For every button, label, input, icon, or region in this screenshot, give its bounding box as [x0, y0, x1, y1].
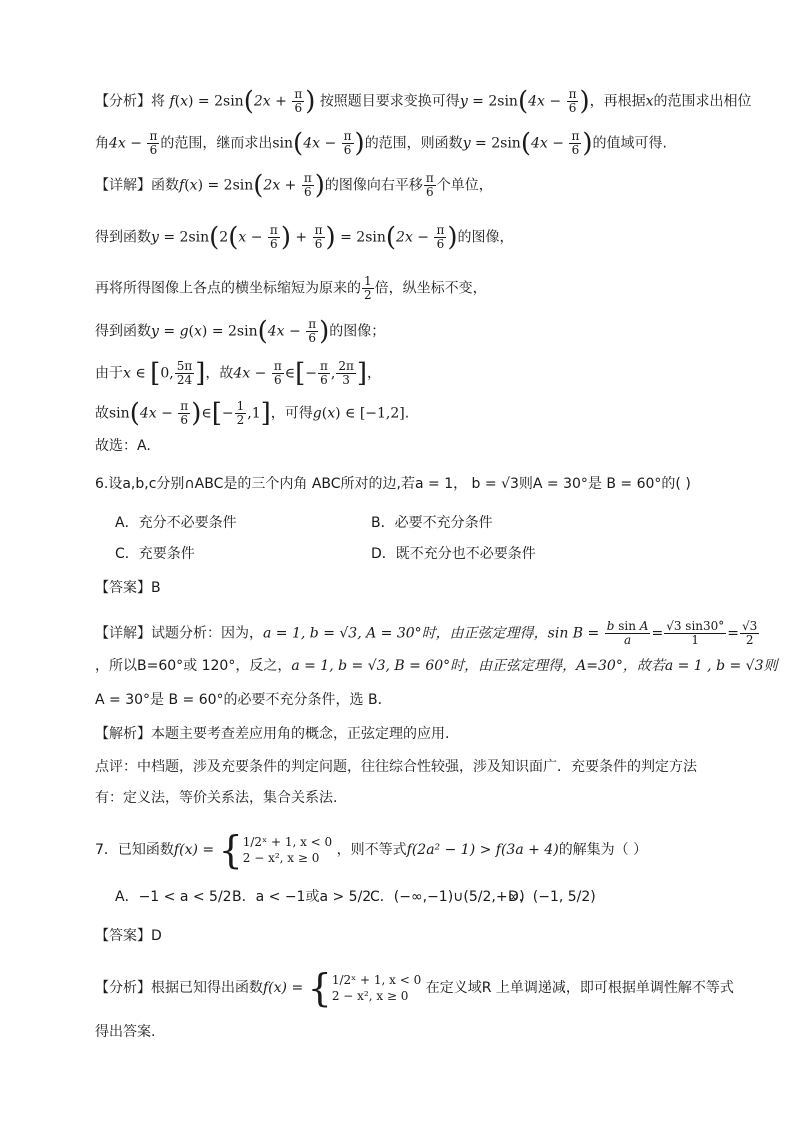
- case-1: 1/2ˣ + 1, x < 0: [331, 973, 422, 987]
- text: 再将所得图像上各点的横坐标缩短为原来的: [95, 280, 361, 297]
- text: 【分析】根据已知得出函数: [95, 980, 263, 996]
- text: 函数: [151, 177, 179, 194]
- detail-line-3: 再将所得图像上各点的横坐标缩短为原来的 $\frac{1}{2}$ 倍，纵坐标不变，: [95, 274, 487, 302]
- detail-tag: 【详解】: [95, 177, 151, 194]
- detail-line-4: 得到函数y = g(x) = 2sin(4x − $\frac{\pi}{6}$ )的图像；: [95, 316, 386, 347]
- text: .: [404, 405, 410, 422]
- text: 的图像；: [329, 323, 386, 340]
- q7-analysis-2: 得出答案.: [95, 1024, 156, 1040]
- formula: sin B =: [547, 625, 600, 642]
- q6-option-b: B．必要不充分条件: [371, 515, 493, 531]
- text: 【详解】试题分析：因为，: [95, 625, 263, 642]
- text: 7．已知函数: [95, 842, 174, 858]
- text: 的解集为（ ）: [558, 842, 648, 858]
- formula: a = 1, b = √3, A = 30°时，由正弦定理得，: [263, 625, 548, 642]
- text: ，所以B=60°或 120°，反之，: [95, 658, 292, 674]
- q7-option-d: D．(−1, 5/2): [508, 889, 596, 905]
- formula: a = 1, b = √3, B = 60°时，由正弦定理得，A=30°，故若: [291, 658, 665, 674]
- q7-answer: 【答案】D: [95, 928, 162, 944]
- text: 角: [95, 135, 109, 152]
- text: 的图像向右平移: [324, 177, 423, 194]
- text: 故: [95, 405, 109, 422]
- formula: f: [169, 93, 175, 110]
- detail-line-5: 由于x ∈ [0, $\frac{5\pi}{24}$ ]，故4x − $\frac{\pi}{6}$ ∈[− $\frac{\pi}{6}$ , $\frac{2\pi}{3}$ ]，: [95, 358, 382, 389]
- text: 的范围，继而求出: [160, 135, 273, 152]
- q6-option-d: D．既不充分也不必要条件: [371, 546, 536, 562]
- text: ，再根据: [589, 93, 646, 110]
- detail-line-2: 得到函数y = 2sin(2(x − $\frac{\pi}{6}$ ) + $\frac{\pi}{6}$ ) = 2sin(2x − $\frac{\pi}{6}$ )的图像，: [95, 222, 514, 253]
- text: 得到函数: [95, 229, 151, 246]
- q7-stem: 7．已知函数f(x) = { 1/2ˣ + 1, x < 0 2 − x², x ≥ 0 ，则不等式f(2a² − 1) > f(3a + 4)的解集为（ ）: [95, 828, 648, 872]
- analysis-tag: 【分析】: [95, 93, 151, 110]
- formula: f(x) =: [263, 980, 304, 996]
- formula: f(x) =: [173, 842, 215, 858]
- formula: f(2a² − 1) > f(3a + 4): [406, 842, 559, 858]
- text: 得到函数: [95, 323, 151, 340]
- text: ，: [367, 365, 382, 382]
- text: 个单位，: [436, 177, 493, 194]
- q6-answer: 【答案】B: [95, 580, 161, 596]
- q7-option-c: C．(−∞,−1)∪(5/2,+∞): [370, 889, 525, 905]
- q6-option-c: C．充要条件: [115, 546, 195, 562]
- q6-comment-1: 点评：中档题，涉及充要条件的判定问题，往往综合性较强，涉及知识面广．充要条件的判定方法: [95, 759, 697, 775]
- q6-detail-3: A = 30°是 B = 60°的必要不充分条件，选 B．: [95, 692, 392, 708]
- q7-option-b: B．a < −1或a > 5/2: [232, 889, 372, 905]
- q6-comment-2: 有：定义法，等价关系法，集合关系法.: [95, 790, 338, 806]
- case-2: 2 − x², x ≥ 0: [331, 989, 409, 1003]
- text: ，则不等式: [336, 842, 407, 858]
- q6-detail-1: 【详解】试题分析：因为，a = 1, b = √3, A = 30°时，由正弦定理得，sin B = $\frac{\text{b sin A}}{a}$ = $\frac{√3 \sin 30^\circ}{1}$ = $\frac{√3}{2}$: [95, 619, 758, 647]
- text: 的范围，则函数: [364, 135, 463, 152]
- q7-option-a: A．−1 < a < 5/2: [115, 889, 232, 905]
- choice-line: 故选：A.: [95, 438, 151, 454]
- q6-stem: 6.设a,b,c分别∩ABC是的三个内角 ABC所对的边,若a = 1， b = √3则A = 30°是 B = 60°的( ): [95, 476, 691, 492]
- formula: a = 1 , b = √3则: [664, 658, 778, 674]
- text: 按照题目要求变换可得: [319, 93, 460, 110]
- case-1: 1/2ˣ + 1, x < 0: [242, 835, 333, 849]
- detail-line-1: 【详解】函数f(x) = 2sin(2x + $\frac{\pi}{6}$ )的图像向右平移 $\frac{\pi}{6}$ 个单位，: [95, 170, 493, 201]
- text: ，可得: [270, 405, 313, 422]
- text: ，故: [205, 365, 234, 382]
- text: 由于: [95, 365, 123, 382]
- analysis-line-1: 【分析】将 f(x) = 2sin(2x + $\frac{\pi}{6}$ ) 按照题目要求变换可得y = 2sin(4x − $\frac{\pi}{6}$ )，再根据x的范围求出相位: [95, 86, 752, 117]
- detail-line-6: 故sin(4x − $\frac{\pi}{6}$ )∈[− $\frac{1}{2}$ ,1]，可得g(x) ∈ [−1,2].: [95, 398, 410, 429]
- text: 的值域可得.: [592, 135, 667, 152]
- text: 的图像，: [457, 229, 514, 246]
- q6-detail-2: [95, 656, 777, 676]
- text: 的范围求出相位: [653, 93, 752, 110]
- q6-jiexi: 【解析】本题主要考查差应用角的概念，正弦定理的应用.: [95, 726, 450, 742]
- q7-analysis: 【分析】根据已知得出函数f(x) = { 1/2ˣ + 1, x < 0 2 − x², x ≥ 0 在定义域R 上单调递减，即可根据单调性解不等式: [95, 966, 734, 1010]
- case-2: 2 − x², x ≥ 0: [242, 851, 320, 865]
- text: 将: [151, 93, 165, 110]
- q6-option-a: A．充分不必要条件: [115, 515, 237, 531]
- analysis-line-2: 角4x − $\frac{\pi}{6}$ 的范围，继而求出sin(4x − $\frac{\pi}{6}$ )的范围，则函数y = 2sin(4x − $\frac{\pi}{6}$ )的值域可得.: [95, 128, 667, 159]
- text: 在定义域R 上单调递减，即可根据单调性解不等式: [425, 980, 734, 996]
- text: 倍，纵坐标不变，: [374, 280, 487, 297]
